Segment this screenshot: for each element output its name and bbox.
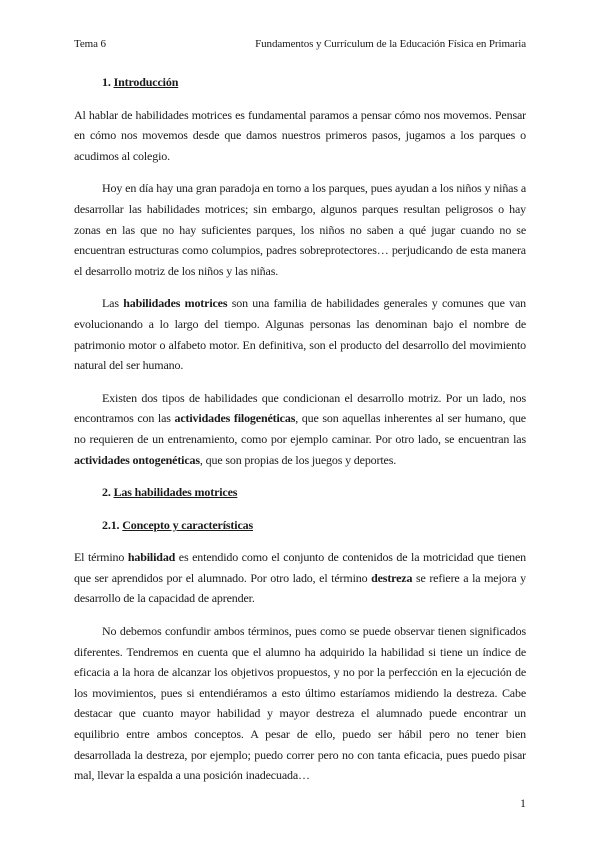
paragraph-2: Hoy en día hay una gran paradoja en torno a los parques, pues ayudan a los niños y niñas a desarrollar las habilidades motrices; sin embargo, algunos parques resultan peligrosos o hay zonas en las que no hay suficientes parques, los niños no saben a qué jugar cuando no se encuentran estructuras como columpios, padres sobreprotectores… perjudicando de esta manera el desarrollo motriz de los niños y las niñas. [74, 181, 526, 278]
header-course-title: Fundamentos y Currículum de la Educación Física en Primaria [255, 38, 526, 50]
text-run: son una familia de habilidades generales y comunes que van evolucionando a lo largo del tiempo. Algunas personas las denominan bajo el nombre de patrimonio motor o alfabeto motor. En definitiva, son el producto del desarrollo del movimiento natural del ser humano. [74, 296, 526, 373]
section-number: 2. [102, 485, 111, 500]
subsection-number: 2.1. [102, 517, 120, 532]
term-destreza: destreza [371, 570, 413, 585]
text-run: Existen dos tipos de habilidades que condicionan el desarrollo motriz. Por un lado, nos encontramos con las [74, 390, 526, 426]
page-number: 1 [520, 796, 526, 810]
term-habilidades-motrices: habilidades motrices [123, 296, 228, 311]
paragraph-4 [74, 388, 526, 470]
section-title: Introducción [113, 75, 179, 89]
text-run: , que son propias de los juegos y deportes. [199, 452, 397, 467]
paragraph-5 [74, 547, 526, 609]
section-title: Las habilidades motrices [113, 485, 238, 500]
text-run: se refiere a la mejora y desarrollo de la capacidad de aprender. [74, 570, 526, 606]
section-number: 1. [102, 75, 111, 89]
text-run: Las [102, 296, 124, 311]
page-header [74, 38, 526, 50]
text-run: , que son aquellas inherentes al ser humano, que no requieren de un entrenamiento, como por ejemplo caminar. Por otro lado, se encuentran las [74, 411, 526, 446]
text-run: es entendido como el conjunto de contenidos de la motricidad que tienen que ser aprendidos por el alumnado. Por otro lado, el término [74, 550, 526, 585]
subsection-heading-concepto [102, 515, 526, 536]
term-actividades-ontogeneticas: actividades ontogenéticas [74, 452, 200, 467]
term-actividades-filogeneticas: actividades filogenéticas [174, 411, 296, 426]
section-heading-introduccion [102, 72, 526, 93]
header-topic: Tema 6 [74, 38, 106, 50]
text-run: El término [74, 550, 128, 565]
paragraph-1: Al hablar de habilidades motrices es fundamental paramos a pensar cómo nos movemos. Pensar en cómo nos movemos desde que damos nuestros primeros pasos, jugamos a los parques o acudimos al colegio. [74, 107, 526, 163]
subsection-title: Concepto y características [122, 517, 253, 532]
section-heading-habilidades-motrices [102, 482, 526, 503]
term-habilidad: habilidad [127, 550, 176, 565]
paragraph-3 [74, 293, 526, 375]
document-body [74, 72, 526, 798]
paragraph-6: No debemos confundir ambos términos, pues como se puede observar tienen significados diferentes. Tendremos en cuenta que el alumno ha adquirido la habilidad si tiene un índice de eficacia a la hora de alcanzar los objetivos propuestos, y no por la perfección en la ejecución de los movimientos, pues si entendiéramos a esto último estaríamos midiendo la destreza. Cabe destacar que cuanto mayor habilidad y mayor destreza el alumnado puede encontrar un equilibrio entre ambos conceptos. A pesar de ello, puedo ser hábil pero no tener bien desarrollada la destreza, por ejemplo; puedo correr pero no con tanta eficacia, pues puedo pisar mal, llevar la espalda a una posición inadecuada… [74, 624, 526, 783]
